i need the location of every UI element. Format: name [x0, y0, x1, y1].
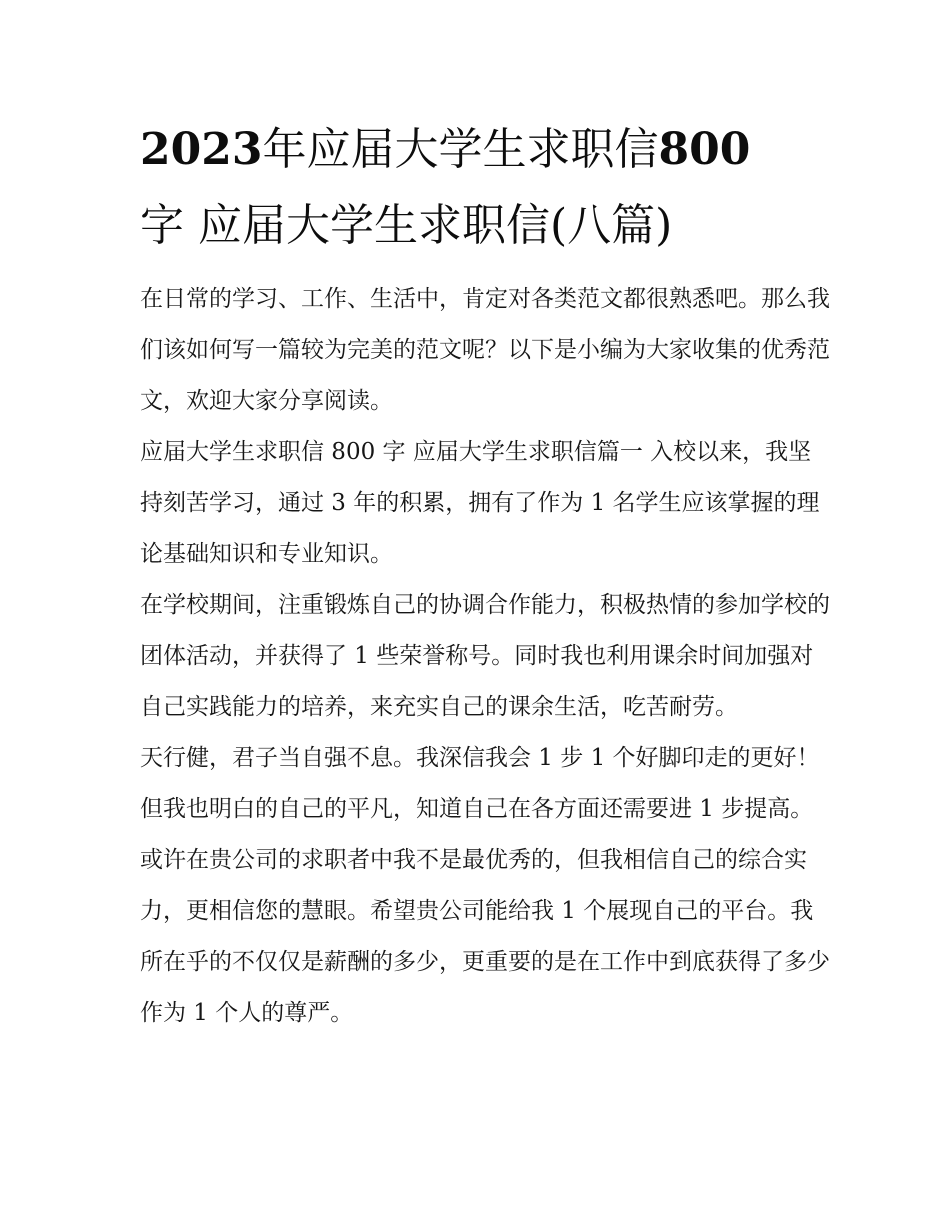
document-content — [140, 112, 830, 1039]
document-body — [140, 274, 830, 1039]
title-text-line2: 字 应届大学生求职信(八篇) — [140, 200, 673, 251]
paragraph-self-improvement: 天行健，君子当自强不息。我深信我会 1 步 1 个好脚印走的更好！但我也明白的自己的平凡，知道自己在各方面还需要进 1 步提高。或许在贵公司的求职者中我不是最优秀的，但我相信自己的综合实力，更相信您的慧眼。希望贵公司能给我 1 个展现自己的平台。我所在乎的不仅仅是薪酬的多少，更重要的是在工作中到底获得了多少作为 1 个人的尊严。 — [140, 745, 830, 1026]
paragraph-school-activities: 在学校期间，注重锻炼自己的协调合作能力，积极热情的参加学校的团体活动，并获得了 1 些荣誉称号。同时我也利用课余时间加强对自己实践能力的培养，来充实自己的课余生活，吃苦耐劳。 — [140, 592, 830, 720]
paragraph-letter-opening: 应届大学生求职信 800 字 应届大学生求职信篇一 入校以来，我坚持刻苦学习，通过 3 年的积累，拥有了作为 1 名学生应该掌握的理论基础知识和专业知识。 — [140, 439, 820, 567]
title-number: 800 — [658, 124, 751, 175]
document-title — [140, 112, 830, 264]
title-text-line1: 年应届大学生求职信 — [262, 124, 659, 175]
title-year: 2023 — [140, 124, 263, 175]
paragraph-intro: 在日常的学习、工作、生活中，肯定对各类范文都很熟悉吧。那么我们该如何写一篇较为完美的范文呢？以下是小编为大家收集的优秀范文，欢迎大家分享阅读。 — [140, 286, 830, 414]
